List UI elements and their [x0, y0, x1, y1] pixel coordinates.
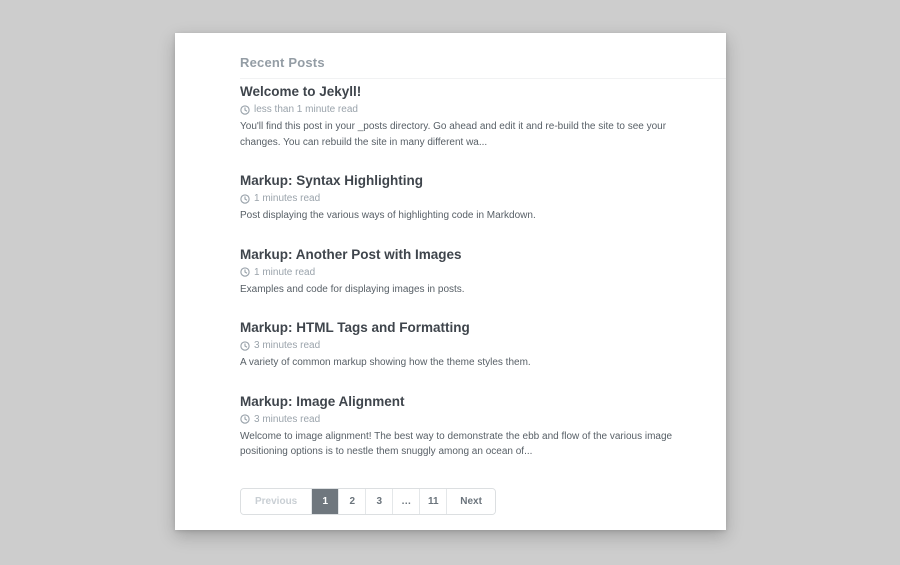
- pagination-page-11[interactable]: 11: [419, 489, 446, 514]
- content-card: [175, 33, 726, 530]
- post-title-link[interactable]: Markup: Image Alignment: [240, 393, 405, 409]
- read-time-label: 1 minute read: [254, 266, 316, 278]
- pagination-page-3[interactable]: 3: [365, 489, 392, 514]
- post-excerpt: Post displaying the various ways of highlighting code in Markdown.: [240, 210, 536, 221]
- post-item: [240, 393, 726, 460]
- read-time-label: 3 minutes read: [254, 340, 321, 351]
- post-item: [240, 246, 726, 298]
- pagination-ellipsis: …: [392, 489, 419, 514]
- post-item: [240, 83, 726, 150]
- post-meta: [240, 339, 726, 352]
- pagination-next-button[interactable]: Next: [446, 489, 495, 514]
- post-excerpt: You'll find this post in your _posts directory. Go ahead and edit it and re-build the site to see your changes. You can rebuild the site in many different wa...: [240, 121, 667, 148]
- post-excerpt: Welcome to image alignment! The best way to demonstrate the ebb and flow of the various image positioning options is to nestle them snuggly among an ocean of...: [240, 430, 673, 457]
- read-time-label: less than 1 minute read: [254, 104, 358, 115]
- post-meta: [240, 266, 726, 279]
- post-item: [240, 319, 726, 371]
- post-excerpt: A variety of common markup showing how the theme styles them.: [240, 357, 531, 368]
- clock-icon: [240, 105, 250, 115]
- read-time-label: 3 minutes read: [254, 413, 321, 425]
- post-title-link[interactable]: Markup: Syntax Highlighting: [240, 173, 424, 188]
- post-meta: [240, 413, 726, 426]
- post-excerpt: Examples and code for displaying images in posts.: [240, 283, 465, 295]
- post-item: [240, 172, 726, 224]
- post-meta: [240, 192, 726, 205]
- post-title-link[interactable]: Markup: Another Post with Images: [240, 246, 462, 262]
- clock-icon: [240, 267, 250, 277]
- post-title-link[interactable]: Welcome to Jekyll!: [240, 84, 362, 99]
- post-meta: [240, 103, 726, 116]
- pagination-page-2[interactable]: 2: [338, 489, 365, 514]
- clock-icon: [240, 341, 250, 351]
- clock-icon: [240, 414, 250, 424]
- pagination-previous-button[interactable]: Previous: [241, 489, 311, 514]
- read-time-label: 1 minutes read: [254, 193, 321, 204]
- pagination: [240, 488, 496, 515]
- pagination-page-1[interactable]: 1: [311, 489, 338, 514]
- clock-icon: [240, 194, 250, 204]
- page-title: Recent Posts: [240, 54, 726, 79]
- post-title-link[interactable]: Markup: HTML Tags and Formatting: [240, 320, 470, 335]
